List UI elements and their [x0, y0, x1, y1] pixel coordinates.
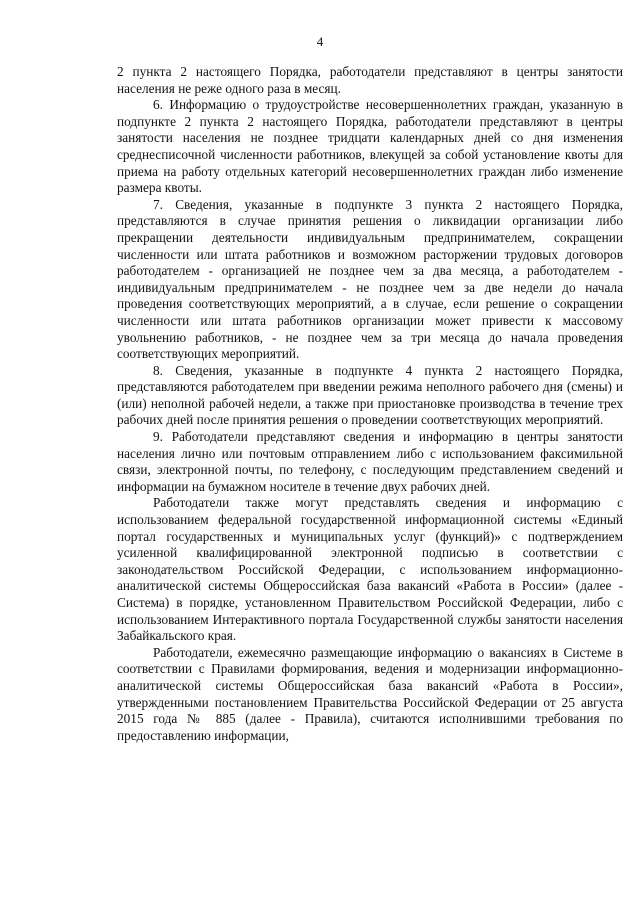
- paragraph-electronic-submission: Работодатели также могут представлять сведения и информацию с использованием федеральной государственной информационной системы «Единый портал государственных и муниципальных услуг (функций)» с подтверждением усиленной квалифицированной электронной подписью в соответствии с законодательством Российской Федерации, с использованием информационно-аналитической системы Общероссийская база вакансий «Работа в России» (далее - Система) в порядке, установленном Правительством Российской Федерации, либо с использованием Интерактивного портала Государственной службы занятости населения Забайкальского края.: [117, 495, 623, 644]
- document-body: [117, 64, 623, 744]
- paragraph-item-6: 6. Информацию о трудоустройстве несовершеннолетних граждан, указанную в подпункте 2 пункта 2 настоящего Порядка, работодатели представляют в центры занятости населения не позднее тридцати календарных дней со дня изменения среднесписочной численности работников, влекущей за собой установление квоты для приема на работу отдельных категорий несовершеннолетних граждан либо изменение размера квоты.: [117, 97, 623, 196]
- paragraph-continuation: 2 пункта 2 настоящего Порядка, работодатели представляют в центры занятости населения не реже одного раза в месяц.: [117, 64, 623, 96]
- paragraph-item-7: 7. Сведения, указанные в подпункте 3 пункта 2 настоящего Порядка, представляются в случае принятия решения о ликвидации организации либо прекращении деятельности индивидуальным предпринимателем, сокращении численности или штата работников и возможном расторжении трудовых договоров работодателем - организацией не позднее чем за два месяца, а работодателем - индивидуальным предпринимателем - не позднее чем за две недели до начала проведения соответствующих мероприятий, а в случае, если решение о сокращении численности или штата работников организации может привести к массовому увольнению работников, - не позднее чем за три месяца до начала проведения соответствующих мероприятий.: [117, 196, 623, 362]
- page-number: 4: [316, 34, 324, 49]
- paragraph-item-8: 8. Сведения, указанные в подпункте 4 пункта 2 настоящего Порядка, представляются работодателем при введении режима неполного рабочего дня (смены) и (или) неполной рабочей недели, а также при приостановке производства в течение трех рабочих дней после принятия решения о проведении соответствующих мероприятий.: [117, 362, 623, 428]
- paragraph-monthly-vacancies: Работодатели, ежемесячно размещающие информацию о вакансиях в Системе в соответствии с Правилами формирования, ведения и модернизации информационно-аналитической системы Общероссийская база вакансий «Работа в России», утвержденными постановлением Правительства Российской Федерации от 25 августа 2015 года № 885 (далее - Правила), считаются исполнившими требования по предоставлению информации,: [117, 644, 623, 743]
- paragraph-item-9: 9. Работодатели представляют сведения и информацию в центры занятости населения лично или почтовым отправлением либо с использованием факсимильной связи, электронной почты, по телефону, с последующим представлением сведений и информации на бумажном носителе в течение двух рабочих дней.: [117, 429, 623, 494]
